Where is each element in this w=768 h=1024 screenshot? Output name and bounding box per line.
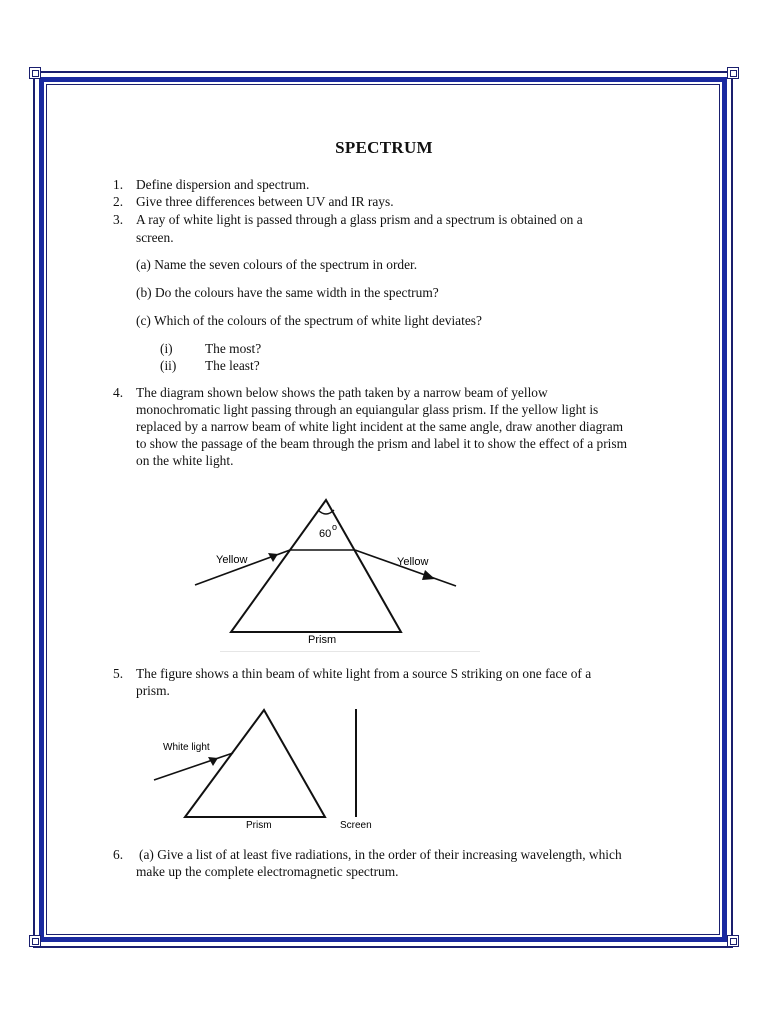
question-text: Define dispersion and spectrum. — [136, 177, 310, 192]
question-number: 5. — [113, 666, 124, 681]
question-5 — [0, 665, 768, 701]
prism-diagram-yellow — [180, 492, 480, 652]
prism-diagram-white-light — [150, 704, 380, 834]
question-text-line: make up the complete electromagnetic spectrum. — [136, 864, 399, 879]
sub-item-i-text: The most? — [205, 341, 262, 356]
question-text-line: (a) Give a list of at least five radiations, in the order of their increasing wavelength, which — [139, 847, 622, 862]
sub-item-ii-text: The least? — [205, 358, 260, 373]
angle-label: 60 — [319, 528, 332, 540]
question-4 — [0, 384, 768, 474]
sub-question-c: (c) Which of the colours of the spectrum of white light deviates? — [136, 313, 482, 328]
question-number: 6. — [113, 847, 124, 862]
question-text-line: screen. — [136, 230, 174, 245]
question-text-line: The diagram shown below shows the path taken by a narrow beam of yellow — [136, 385, 548, 400]
question-text-line: The figure shows a thin beam of white light from a source S striking on one face of a — [136, 666, 592, 681]
question-text-line: to show the passage of the beam through the prism and label it to show the effect of a prism — [136, 436, 627, 451]
outgoing-ray-label: Yellow — [397, 556, 429, 568]
degree-symbol: o — [332, 522, 338, 532]
question-text-line: prism. — [136, 683, 170, 698]
sub-question-a: (a) Name the seven colours of the spectrum in order. — [136, 257, 418, 272]
prism-triangle — [185, 710, 325, 817]
question-text-line: on the white light. — [136, 453, 234, 468]
sub-question-b: (b) Do the colours have the same width in the spectrum? — [136, 285, 439, 300]
incoming-ray-label: Yellow — [216, 554, 248, 566]
corner-ornament-bottom-left — [29, 935, 41, 947]
question-1 — [0, 176, 768, 193]
question-text-line: A ray of white light is passed through a glass prism and a spectrum is obtained on a — [136, 212, 583, 227]
question-number: 3. — [113, 212, 124, 227]
sub-item-i-number: (i) — [160, 341, 173, 356]
question-number: 4. — [113, 385, 124, 400]
emergent-arrow-icon — [422, 570, 435, 580]
question-6 — [0, 846, 768, 882]
ray-label: White light — [163, 742, 210, 753]
question-text-line: monochromatic light passing through an equiangular glass prism. If the yellow light is — [136, 402, 599, 417]
question-number: 2. — [113, 194, 124, 209]
prism-label: Prism — [246, 820, 272, 831]
corner-ornament-bottom-right — [727, 935, 739, 947]
page-title: SPECTRUM — [335, 138, 433, 157]
prism-triangle — [231, 500, 401, 632]
question-text-line: replaced by a narrow beam of white light incident at the same angle, draw another diagram — [136, 419, 624, 434]
question-number: 1. — [113, 177, 124, 192]
corner-ornament-top-left — [29, 67, 41, 79]
prism-label: Prism — [308, 634, 337, 646]
question-2 — [0, 193, 768, 210]
screen-label: Screen — [340, 820, 372, 831]
corner-ornament-top-right — [727, 67, 739, 79]
question-text: Give three differences between UV and IR rays. — [136, 194, 394, 209]
sub-item-ii-number: (ii) — [160, 358, 177, 373]
question-3 — [0, 211, 768, 391]
